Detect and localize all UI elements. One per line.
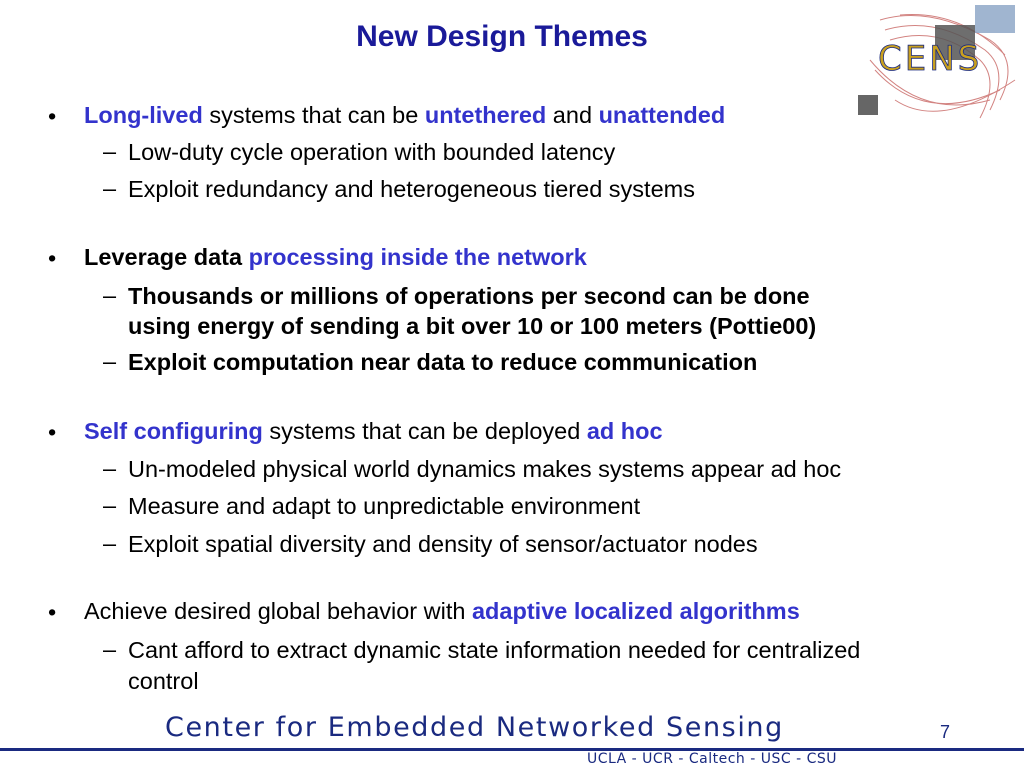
bullet-1-sub-2: Exploit redundancy and heterogeneous tiered systems	[128, 176, 695, 202]
footer-divider	[0, 748, 1024, 751]
bullet-2-part-2: processing inside the network	[248, 244, 587, 270]
sub-bullet-marker: –	[103, 175, 117, 201]
sub-bullet-marker: –	[103, 282, 117, 308]
sub-bullet-marker: –	[103, 455, 117, 481]
bullet-marker: •	[48, 103, 57, 129]
bullet-2	[84, 243, 587, 271]
bullet-marker: •	[48, 245, 57, 271]
bullet-4-sub-1: Cant afford to extract dynamic state information needed for centralized	[128, 637, 861, 663]
sub-bullet-marker: –	[103, 138, 117, 164]
bullet-marker: •	[48, 419, 57, 445]
bullet-2-sub-1: Thousands or millions of operations per second can be done	[128, 283, 810, 309]
slide-title: New Design Themes	[356, 20, 648, 53]
sub-bullet-marker: –	[103, 492, 117, 518]
bullet-marker: •	[48, 599, 57, 625]
footer-affiliations: UCLA - UCR - Caltech - USC - CSU	[587, 751, 838, 767]
bullet-4	[84, 597, 800, 625]
sub-bullet-marker: –	[103, 348, 117, 374]
bullet-2-sub-2: Exploit computation near data to reduce communication	[128, 349, 758, 375]
bullet-1-part-5: unattended	[598, 102, 726, 128]
sub-bullet-marker: –	[103, 530, 117, 556]
bullet-3	[84, 417, 663, 445]
bullet-3-part-3: ad hoc	[586, 418, 663, 444]
bullet-1-part-1: Long-lived	[84, 102, 203, 128]
logo-text: CENS	[878, 39, 983, 79]
bullet-1	[84, 101, 725, 129]
bullet-4-part-2: adaptive localized algorithms	[471, 598, 800, 624]
bullet-3-part-2: systems that can be deployed	[262, 418, 587, 444]
bullet-1-sub-1: Low-duty cycle operation with bounded latency	[128, 139, 616, 165]
bullet-3-sub-3: Exploit spatial diversity and density of sensor/actuator nodes	[128, 531, 758, 557]
bullet-4-part-1: Achieve desired global behavior with	[84, 598, 472, 624]
bullet-4-sub-1-cont: control	[128, 668, 199, 694]
bullet-3-sub-1: Un-modeled physical world dynamics makes systems appear ad hoc	[128, 456, 842, 482]
bullet-3-part-1: Self configuring	[84, 418, 263, 444]
bullet-1-part-3: untethered	[424, 102, 547, 128]
bullet-1-part-2: systems that can be	[202, 102, 425, 128]
footer-title: Center for Embedded Networked Sensing	[165, 712, 784, 743]
page-number: 7	[940, 722, 951, 742]
bullet-2-sub-1-cont: using energy of sending a bit over 10 or 100 meters (Pottie00)	[128, 313, 817, 339]
sub-bullet-marker: –	[103, 636, 117, 662]
bullet-2-part-1: Leverage data	[84, 244, 249, 270]
bullet-1-part-4: and	[546, 102, 599, 128]
bullet-3-sub-2: Measure and adapt to unpredictable environment	[128, 493, 641, 519]
